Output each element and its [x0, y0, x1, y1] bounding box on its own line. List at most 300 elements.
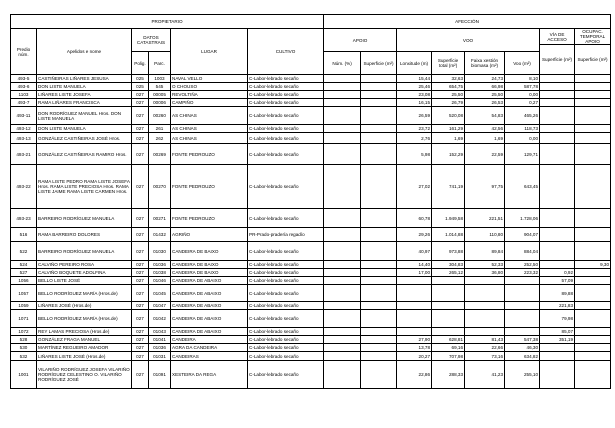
cell-via-acceso	[540, 75, 575, 83]
header-superficie-ocupacion: Superficie (m²)	[575, 45, 611, 75]
cell-voo	[505, 277, 540, 285]
cell-lugar: AGRIÑO	[171, 228, 248, 242]
header-voo-m2: Voo (m²)	[505, 52, 540, 75]
cell-via-acceso	[540, 209, 575, 228]
cell-num-apoio	[324, 99, 361, 107]
cell-faixa-biomasa: 26,53	[465, 99, 505, 107]
header-superficie-total: Superficie total (m²)	[432, 52, 465, 75]
cell-parcela: 01042	[149, 310, 171, 328]
cell-num-apoio	[324, 261, 361, 269]
header-superficie-via: Superficie (m²)	[540, 45, 575, 75]
cell-superficie-total	[432, 285, 465, 302]
table-row	[11, 144, 611, 165]
cell-num-apoio	[324, 336, 361, 344]
cell-parcela: 01046	[149, 277, 171, 285]
cell-ocupacion-temporal	[575, 361, 611, 389]
cell-superficie-apoio	[361, 133, 397, 144]
cell-predio: 493-21	[11, 144, 37, 165]
cell-poligono: 027	[132, 91, 149, 99]
cell-cultivo: C-Labor-lebrado secaño	[248, 209, 324, 228]
cell-predio: 1059	[11, 302, 37, 310]
cell-voo: 1.728,06	[505, 209, 540, 228]
cell-lugar: CAMPIÑO	[171, 99, 248, 107]
cell-superficie-apoio	[361, 352, 397, 361]
cell-lonxitude: 23,08	[397, 91, 432, 99]
cell-ocupacion-temporal	[575, 125, 611, 133]
cell-propietario: REY LAMAS PRECIOSA (Hros.de)	[37, 328, 132, 336]
cell-superficie-apoio	[361, 144, 397, 165]
cell-faixa-biomasa	[465, 277, 505, 285]
cell-ocupacion-temporal	[575, 344, 611, 352]
table-row	[11, 133, 611, 144]
cell-via-acceso: 79,98	[540, 310, 575, 328]
cell-superficie-total: 741,19	[432, 165, 465, 209]
cell-lonxitude: 23,72	[397, 125, 432, 133]
cell-cultivo: C-Labor-lebrado secaño	[248, 99, 324, 107]
cell-superficie-total	[432, 277, 465, 285]
cell-voo	[505, 302, 540, 310]
table-row	[11, 99, 611, 107]
cell-poligono: 027	[132, 144, 149, 165]
cell-cultivo: C-Labor-lebrado secaño	[248, 269, 324, 277]
header-ocupacion-temporal: OCUPAC. TEMPORAL APOIO	[575, 29, 611, 45]
cell-cultivo: C-Labor-lebrado secaño	[248, 125, 324, 133]
cell-lonxitude: 27,02	[397, 165, 432, 209]
cell-num-apoio	[324, 91, 361, 99]
cell-predio: 1056	[11, 277, 37, 285]
header-parcela: Parc.	[149, 52, 171, 75]
cell-lugar: CANDEIRA DE BAIXO	[171, 261, 248, 269]
expropriation-table-container	[10, 14, 610, 389]
cell-num-apoio	[324, 344, 361, 352]
cell-num-apoio	[324, 144, 361, 165]
table-row	[11, 310, 611, 328]
table-row	[11, 91, 611, 99]
cell-propietario: BARREIRO RODRÍGUEZ MANUELA	[37, 242, 132, 261]
cell-ocupacion-temporal	[575, 242, 611, 261]
cell-poligono: 027	[132, 285, 149, 302]
cell-predio: 522	[11, 242, 37, 261]
cell-faixa-biomasa: 66,98	[465, 83, 505, 91]
cell-predio: 493-6	[11, 83, 37, 91]
cell-poligono: 027	[132, 328, 149, 336]
cell-lonxitude: 16,15	[397, 99, 432, 107]
cell-faixa-biomasa: 24,73	[465, 75, 505, 83]
cell-propietario: LIÑARES JOSÉ (Hros.de)	[37, 302, 132, 310]
cell-superficie-apoio	[361, 75, 397, 83]
cell-cultivo: C-Labor-lebrado secaño	[248, 285, 324, 302]
cell-num-apoio	[324, 165, 361, 209]
cell-lugar: FONTE PEDROUZO	[171, 209, 248, 228]
cell-via-acceso	[540, 83, 575, 91]
cell-superficie-total: 26,79	[432, 99, 465, 107]
cell-superficie-total: 973,88	[432, 242, 465, 261]
cell-lonxitude: 40,97	[397, 242, 432, 261]
cell-faixa-biomasa: 41,23	[465, 361, 505, 389]
cell-poligono: 027	[132, 165, 149, 209]
header-predio: Predio núm.	[11, 29, 37, 75]
cell-poligono: 027	[132, 352, 149, 361]
cell-lugar: AGRA DA CANDEIRA	[171, 344, 248, 352]
cell-faixa-biomasa: 221,51	[465, 209, 505, 228]
cell-parcela: 01432	[149, 228, 171, 242]
cell-parcela: 00269	[149, 144, 171, 165]
cell-num-apoio	[324, 107, 361, 125]
cell-poligono: 025	[132, 75, 149, 83]
cell-faixa-biomasa: 52,33	[465, 261, 505, 269]
header-superficie-apoio: Superficie (m²)	[361, 52, 397, 75]
cell-voo: 46,30	[505, 344, 540, 352]
cell-propietario: DON LISTE MANUELA	[37, 125, 132, 133]
cell-num-apoio	[324, 352, 361, 361]
cell-ocupacion-temporal	[575, 228, 611, 242]
cell-faixa-biomasa: 36,80	[465, 269, 505, 277]
cell-voo: 634,82	[505, 352, 540, 361]
cell-predio: 1071	[11, 310, 37, 328]
cell-ocupacion-temporal	[575, 75, 611, 83]
cell-num-apoio	[324, 361, 361, 389]
cell-superficie-total: 1,69	[432, 133, 465, 144]
cell-cultivo: C-Labor-lebrado secaño	[248, 165, 324, 209]
cell-faixa-biomasa: 97,75	[465, 165, 505, 209]
cell-ocupacion-temporal	[575, 144, 611, 165]
cell-num-apoio	[324, 328, 361, 336]
cell-lonxitude: 27,90	[397, 336, 432, 344]
cell-ocupacion-temporal	[575, 99, 611, 107]
cell-lonxitude: 29,26	[397, 228, 432, 242]
cell-superficie-total: 654,75	[432, 83, 465, 91]
cell-superficie-apoio	[361, 361, 397, 389]
cell-predio: 532	[11, 352, 37, 361]
cell-voo: 884,04	[505, 242, 540, 261]
cell-via-acceso: 0,92	[540, 269, 575, 277]
cell-faixa-biomasa: 89,84	[465, 242, 505, 261]
cell-num-apoio	[324, 83, 361, 91]
table-row	[11, 277, 611, 285]
cell-lugar: CANDEIRAS	[171, 352, 248, 361]
cell-lugar: AS CHINAS	[171, 125, 248, 133]
cell-superficie-total: 69,16	[432, 344, 465, 352]
cell-superficie-total	[432, 302, 465, 310]
cell-lonxitude	[397, 302, 432, 310]
cell-lonxitude: 20,27	[397, 352, 432, 361]
header-lonxitude: Lonxitude (m)	[397, 52, 432, 75]
cell-superficie-apoio	[361, 336, 397, 344]
cell-lonxitude: 26,59	[397, 107, 432, 125]
cell-parcela: 00005	[149, 91, 171, 99]
cell-predio: 1072	[11, 328, 37, 336]
cell-voo: 223,32	[505, 269, 540, 277]
cell-poligono: 027	[132, 107, 149, 125]
cell-lugar: NAVAL VELLO	[171, 75, 248, 83]
cell-parcela: 01031	[149, 352, 171, 361]
cell-superficie-total: 520,08	[432, 107, 465, 125]
header-cultivo: CULTIVO	[248, 29, 324, 75]
cell-faixa-biomasa: 22,59	[465, 144, 505, 165]
table-row	[11, 83, 611, 91]
cell-cultivo: C-Labor-lebrado secaño	[248, 328, 324, 336]
cell-parcela: 01038	[149, 269, 171, 277]
table-row	[11, 269, 611, 277]
cell-cultivo: C-Labor-lebrado secaño	[248, 344, 324, 352]
cell-predio: 493-5	[11, 75, 37, 83]
cell-poligono: 027	[132, 302, 149, 310]
cell-poligono: 025	[132, 83, 149, 91]
cell-ocupacion-temporal	[575, 209, 611, 228]
cell-superficie-apoio	[361, 302, 397, 310]
cell-lugar: FONTE PEDROUZO	[171, 144, 248, 165]
cell-superficie-total: 628,81	[432, 336, 465, 344]
cell-cultivo: C-Labor-lebrado secaño	[248, 310, 324, 328]
cell-ocupacion-temporal	[575, 336, 611, 344]
table-row	[11, 107, 611, 125]
cell-predio: 493-23	[11, 209, 37, 228]
cell-via-acceso: 57,09	[540, 277, 575, 285]
cell-propietario: BELLO RODRÍGUEZ MARÍA (Hros.de)	[37, 310, 132, 328]
cell-predio: 1001	[11, 361, 37, 389]
cell-ocupacion-temporal	[575, 302, 611, 310]
cell-propietario: LIÑARES LISTE JOSÉ (Hros.de)	[37, 352, 132, 361]
cell-superficie-total: 1.949,58	[432, 209, 465, 228]
table-row	[11, 352, 611, 361]
cell-poligono: 027	[132, 277, 149, 285]
cell-parcela: 01091	[149, 361, 171, 389]
cell-lugar: AS CHINAS	[171, 133, 248, 144]
cell-poligono: 027	[132, 344, 149, 352]
cell-superficie-total: 152,29	[432, 144, 465, 165]
cell-faixa-biomasa: 81,43	[465, 336, 505, 344]
cell-predio: 516	[11, 228, 37, 242]
cell-cultivo: C-Labor-lebrado secaño	[248, 361, 324, 389]
cell-superficie-apoio	[361, 165, 397, 209]
cell-superficie-apoio	[361, 125, 397, 133]
cell-propietario: CALVIÑO BOQUETE ADOLFINA	[37, 269, 132, 277]
cell-num-apoio	[324, 277, 361, 285]
cell-poligono: 027	[132, 261, 149, 269]
cell-propietario: CASTIÑEIRAS LIÑARES JESUSA	[37, 75, 132, 83]
cell-lugar: FONTE PEDROUZO	[171, 165, 248, 209]
cell-voo: 547,38	[505, 336, 540, 344]
table-row	[11, 285, 611, 302]
cell-predio: 528	[11, 336, 37, 344]
cell-lugar: CANDEIRA DE ABAIXO	[171, 328, 248, 336]
cell-faixa-biomasa: 1,69	[465, 133, 505, 144]
cell-voo: 0,00	[505, 91, 540, 99]
cell-voo: 643,45	[505, 165, 540, 209]
cell-via-acceso	[540, 99, 575, 107]
cell-voo	[505, 285, 540, 302]
cell-ocupacion-temporal	[575, 107, 611, 125]
cell-poligono: 027	[132, 99, 149, 107]
cell-predio: 1103	[11, 91, 37, 99]
table-row	[11, 336, 611, 344]
cell-superficie-apoio	[361, 209, 397, 228]
cell-voo: 8,10	[505, 75, 540, 83]
cell-cultivo: C-Labor-lebrado secaño	[248, 277, 324, 285]
cell-num-apoio	[324, 285, 361, 302]
cell-voo: 904,07	[505, 228, 540, 242]
table-row	[11, 75, 611, 83]
cell-lonxitude	[397, 277, 432, 285]
header-afeccion: AFECCIÓN	[324, 15, 611, 29]
cell-faixa-biomasa: 42,56	[465, 125, 505, 133]
cell-via-acceso	[540, 261, 575, 269]
table-row	[11, 302, 611, 310]
cell-superficie-apoio	[361, 269, 397, 277]
cell-ocupacion-temporal	[575, 269, 611, 277]
cell-superficie-total: 707,98	[432, 352, 465, 361]
cell-lugar: CANDEIRA DE ABAIXO	[171, 285, 248, 302]
cell-cultivo: C-Labor-lebrado secaño	[248, 91, 324, 99]
table-row	[11, 165, 611, 209]
cell-lonxitude: 13,78	[397, 344, 432, 352]
cell-cultivo: C-Labor-lebrado secaño	[248, 144, 324, 165]
cell-parcela: 01045	[149, 285, 171, 302]
cell-superficie-apoio	[361, 83, 397, 91]
cell-via-acceso	[540, 242, 575, 261]
cell-cultivo: C-Labor-lebrado secaño	[248, 107, 324, 125]
cell-parcela: 00270	[149, 165, 171, 209]
cell-superficie-apoio	[361, 261, 397, 269]
cell-lugar: CANDEIRA DE BAIXO	[171, 269, 248, 277]
cell-superficie-total: 1.014,88	[432, 228, 465, 242]
cell-superficie-apoio	[361, 344, 397, 352]
affected-parcels-table	[10, 14, 611, 389]
cell-parcela: 00006	[149, 99, 171, 107]
cell-lonxitude: 17,00	[397, 269, 432, 277]
table-row	[11, 261, 611, 269]
cell-propietario: RAMA BARREIRO DOLORES	[37, 228, 132, 242]
cell-voo: 465,26	[505, 107, 540, 125]
cell-predio: 493-22	[11, 165, 37, 209]
cell-via-acceso	[540, 361, 575, 389]
table-header	[11, 15, 611, 75]
cell-propietario: RAMA LIÑARES FRANCISCA	[37, 99, 132, 107]
cell-lonxitude: 15,44	[397, 75, 432, 83]
cell-cultivo: C-Labor-lebrado secaño	[248, 242, 324, 261]
cell-predio: 1057	[11, 285, 37, 302]
cell-poligono: 027	[132, 336, 149, 344]
cell-parcela: 1003	[149, 75, 171, 83]
cell-propietario: VILARIÑO RODRÍGUEZ JOSEFA VILARIÑO RODRÍGUEZ CELESTINO O. VILARIÑO RODRÍGUEZ JOSÉ	[37, 361, 132, 389]
cell-propietario: GONZÁLEZ CASTIÑEIRAS JOSÉ Hros.	[37, 133, 132, 144]
cell-propietario: DON RODRÍGUEZ MANUEL Hros. DON LISTE MANUELA	[37, 107, 132, 125]
cell-faixa-biomasa: 110,80	[465, 228, 505, 242]
cell-lonxitude: 22,86	[397, 361, 432, 389]
cell-superficie-total: 32,63	[432, 75, 465, 83]
cell-cultivo: C-Labor-lebrado secaño	[248, 261, 324, 269]
table-row	[11, 209, 611, 228]
cell-voo: 118,73	[505, 125, 540, 133]
cell-superficie-apoio	[361, 107, 397, 125]
header-lugar: LUGAR	[171, 29, 248, 75]
cell-superficie-apoio	[361, 310, 397, 328]
cell-lugar: REVOLTIÑA	[171, 91, 248, 99]
cell-lonxitude: 14,40	[397, 261, 432, 269]
cell-predio: 493-7	[11, 99, 37, 107]
cell-ocupacion-temporal	[575, 83, 611, 91]
cell-superficie-apoio	[361, 285, 397, 302]
cell-poligono: 027	[132, 242, 149, 261]
cell-via-acceso	[540, 91, 575, 99]
table-row	[11, 361, 611, 389]
cell-propietario: LIÑARES LISTE JOSEFA	[37, 91, 132, 99]
cell-voo: 587,78	[505, 83, 540, 91]
cell-voo: 0,00	[505, 133, 540, 144]
cell-ocupacion-temporal	[575, 352, 611, 361]
cell-via-acceso: 351,19	[540, 336, 575, 344]
cell-predio: 493-13	[11, 133, 37, 144]
header-datos-catastrais: DATOS CATASTRAIS	[132, 29, 171, 52]
cell-ocupacion-temporal	[575, 133, 611, 144]
cell-propietario: MARTÍNEZ REGUEIRO AMADOR	[37, 344, 132, 352]
cell-propietario: DON LISTE MANUELA	[37, 83, 132, 91]
cell-via-acceso: 89,88	[540, 285, 575, 302]
cell-predio: 493-12	[11, 125, 37, 133]
cell-lonxitude: 2,76	[397, 133, 432, 144]
cell-faixa-biomasa	[465, 328, 505, 336]
cell-parcela: 01036	[149, 344, 171, 352]
cell-predio: 527	[11, 269, 37, 277]
cell-predio: 530	[11, 344, 37, 352]
cell-voo	[505, 328, 540, 336]
cell-superficie-apoio	[361, 277, 397, 285]
header-faixa-biomasa: Faixa xestión biomasa (m²)	[465, 52, 505, 75]
cell-parcela: 261	[149, 125, 171, 133]
cell-faixa-biomasa: 54,83	[465, 107, 505, 125]
cell-superficie-total	[432, 328, 465, 336]
cell-via-acceso	[540, 344, 575, 352]
cell-faixa-biomasa	[465, 285, 505, 302]
cell-parcela: 545	[149, 83, 171, 91]
cell-superficie-apoio	[361, 99, 397, 107]
cell-num-apoio	[324, 302, 361, 310]
cell-lonxitude: 60,78	[397, 209, 432, 228]
cell-lugar: XESTEIRA DA REGA	[171, 361, 248, 389]
cell-lugar: CANDEIRA	[171, 336, 248, 344]
cell-parcela: 01036	[149, 261, 171, 269]
cell-propietario: GONZÁLEZ FRAGA MANUEL	[37, 336, 132, 344]
cell-propietario: GONZÁLEZ CASTIÑEIRAS RAMIRO Hros.	[37, 144, 132, 165]
cell-predio: 493-11	[11, 107, 37, 125]
cell-voo: 252,50	[505, 261, 540, 269]
table-row	[11, 125, 611, 133]
header-apellidos: Apelidos e nome	[37, 29, 132, 75]
cell-lonxitude: 5,98	[397, 144, 432, 165]
cell-num-apoio	[324, 209, 361, 228]
cell-ocupacion-temporal	[575, 328, 611, 336]
cell-poligono: 027	[132, 133, 149, 144]
cell-faixa-biomasa	[465, 302, 505, 310]
cell-ocupacion-temporal	[575, 277, 611, 285]
cell-ocupacion-temporal	[575, 91, 611, 99]
cell-via-acceso	[540, 352, 575, 361]
cell-voo: 129,71	[505, 144, 540, 165]
cell-superficie-total: 304,83	[432, 261, 465, 269]
cell-superficie-apoio	[361, 328, 397, 336]
header-voo: VOO	[397, 29, 540, 52]
cell-via-acceso	[540, 144, 575, 165]
cell-propietario: BARREIRO RODRÍGUEZ MANUELA	[37, 209, 132, 228]
cell-num-apoio	[324, 269, 361, 277]
cell-poligono: 027	[132, 269, 149, 277]
table-row	[11, 242, 611, 261]
cell-faixa-biomasa	[465, 310, 505, 328]
cell-cultivo: C-Labor-lebrado secaño	[248, 352, 324, 361]
cell-parcela: 00271	[149, 209, 171, 228]
cell-cultivo: C-Labor-lebrado secaño	[248, 75, 324, 83]
cell-lonxitude: 25,46	[397, 83, 432, 91]
